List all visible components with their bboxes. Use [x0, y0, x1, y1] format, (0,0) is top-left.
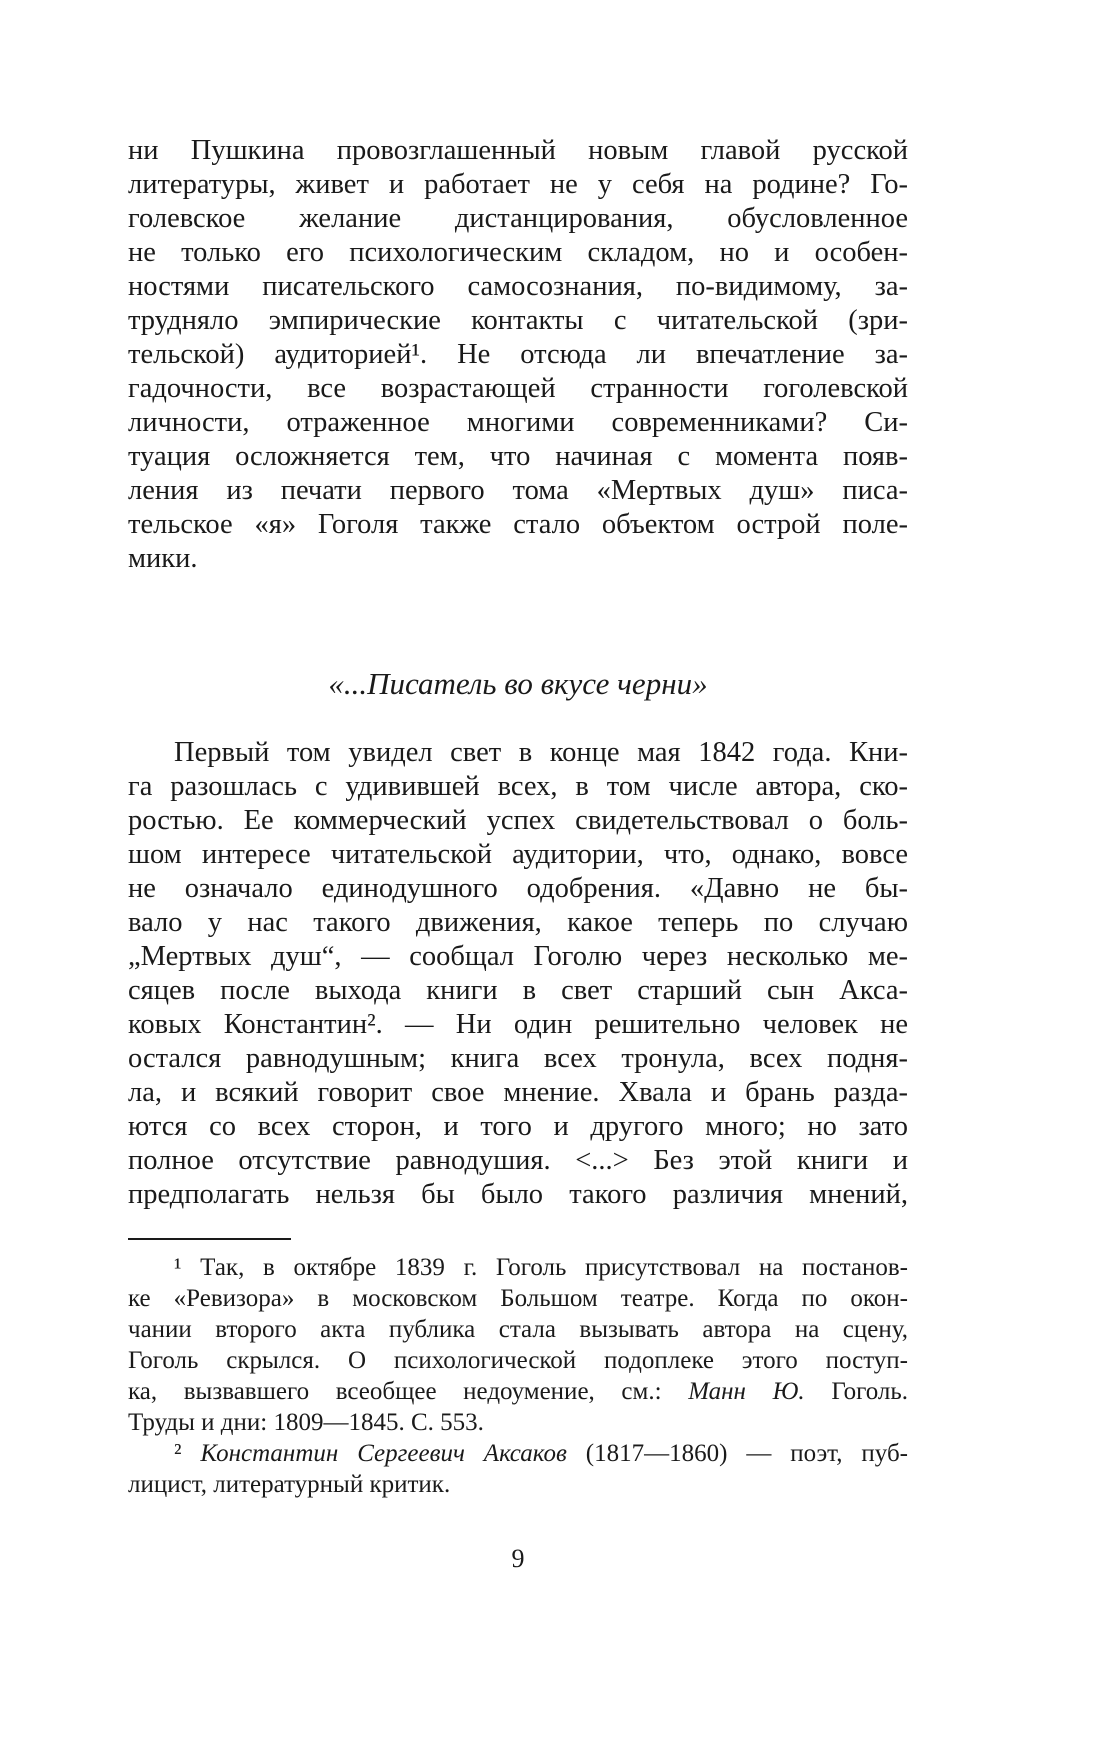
- text-line: га разошлась с удивившей всех, в том числе автора, ско-: [128, 771, 908, 802]
- text-line: туация осложняется тем, что начиная с момента появ-: [128, 441, 908, 472]
- footnote-marker: ²: [174, 1440, 201, 1467]
- text-line: не только его психологическим складом, но и особен-: [128, 237, 908, 268]
- footnote-text: (1817—1860) — поэт, пуб-: [566, 1440, 908, 1467]
- text-line: сяцев после выхода книги в свет старший сын Акса-: [128, 975, 908, 1006]
- text-line: литературы, живет и работает не у себя на родине? Го-: [128, 169, 908, 200]
- text-line: остался равнодушным; книга всех тронула, всех подня-: [128, 1043, 908, 1074]
- footnote-line: Труды и дни: 1809—1845. С. 553.: [128, 1409, 484, 1436]
- footnote-line: [174, 1438, 908, 1469]
- book-page: [128, 0, 908, 1742]
- text-line: ковых Константин². — Ни один решительно человек не: [128, 1009, 908, 1040]
- text-line: шом интересе читательской аудитории, что, однако, вовсе: [128, 839, 908, 870]
- person-name: Константин Сергеевич Аксаков: [200, 1440, 567, 1467]
- text-line: не означало единодушного одобрения. «Давно не бы-: [128, 873, 908, 904]
- text-line: „Мертвых душ“, — сообщал Гоголю через несколько ме-: [128, 941, 908, 972]
- footnote-line: ¹ Так, в октябре 1839 г. Гоголь присутствовал на постанов-: [174, 1254, 908, 1281]
- text-line: тельской) аудиторией¹. Не отсюда ли впечатление за-: [128, 339, 908, 370]
- text-line: гадочности, все возрастающей странности гоголевской: [128, 373, 908, 404]
- page-number: 9: [511, 1544, 525, 1573]
- text-line: тельское «я» Гоголя также стало объектом острой поле-: [128, 509, 908, 540]
- text-line: ростью. Ее коммерческий успех свидетельствовал о боль-: [128, 805, 908, 836]
- footnote-text: Гоголь.: [804, 1378, 908, 1405]
- footnote-line: ке «Ревизора» в московском Большом театре. Когда по окон-: [128, 1285, 908, 1312]
- footnote-separator: [128, 1238, 291, 1240]
- text-line: ни Пушкина провозглашенный новым главой русской: [128, 135, 908, 166]
- text-line: Первый том увидел свет в конце мая 1842 года. Кни-: [174, 737, 908, 768]
- footnote-line: [128, 1376, 908, 1407]
- text-line: ления из печати первого тома «Мертвых душ» писа-: [128, 475, 908, 506]
- text-line: трудняло эмпирические контакты с читательской (зри-: [128, 305, 908, 336]
- footnote-line: чании второго акта публика стала вызывать автора на сцену,: [128, 1316, 908, 1343]
- text-line: ностями писательского самосознания, по-видимому, за-: [128, 271, 908, 302]
- text-line: полное отсутствие равнодушия. <...> Без этой книги и: [128, 1145, 908, 1176]
- text-line: ла, и всякий говорит свое мнение. Хвала и брань разда-: [128, 1077, 908, 1108]
- cited-author: Манн Ю.: [688, 1378, 805, 1405]
- text-line: вало у нас такого движения, какое теперь по случаю: [128, 907, 908, 938]
- section-heading: «...Писатель во вкусе черни»: [328, 666, 708, 701]
- text-line: ются со всех сторон, и того и другого много; но зато: [128, 1111, 908, 1142]
- footnote-text: ка, вызвавшего всеобщее недоумение, см.:: [128, 1378, 689, 1405]
- footnote-line: лицист, литературный критик.: [128, 1471, 451, 1498]
- text-line: мики.: [128, 543, 198, 574]
- footnote-line: Гоголь скрылся. О психологической подоплеке этого поступ-: [128, 1347, 908, 1374]
- text-line: предполагать нельзя бы было такого различия мнений,: [128, 1179, 908, 1210]
- text-line: голевское желание дистанцирования, обусловленное: [128, 203, 908, 234]
- text-line: личности, отраженное многими современниками? Си-: [128, 407, 908, 438]
